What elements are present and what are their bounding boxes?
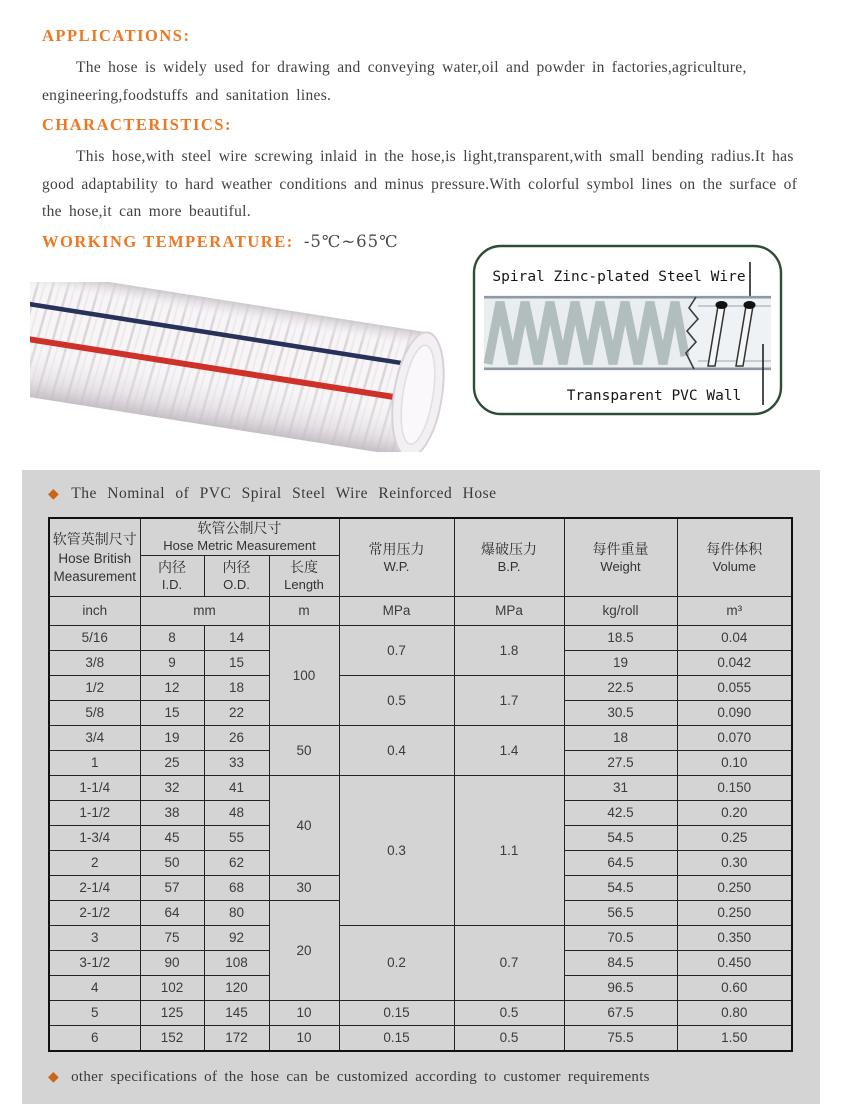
table-cell: 56.5	[564, 900, 677, 925]
table-cell: 0.3	[339, 775, 454, 925]
table-cell: 145	[204, 1000, 269, 1025]
working-temperature-value: -5℃~65℃	[303, 231, 399, 251]
table-row	[49, 1000, 792, 1025]
table-cell: 0.30	[677, 850, 792, 875]
table-cell: 1-3/4	[49, 825, 140, 850]
table-cell: 22.5	[564, 675, 677, 700]
table-cell: 38	[140, 800, 204, 825]
table-cell: 48	[204, 800, 269, 825]
table-cell: 1/2	[49, 675, 140, 700]
table-cell: 6	[49, 1025, 140, 1051]
table-cell: 75.5	[564, 1025, 677, 1051]
footnote-text: other specifications of the hose can be customized according to customer requirements	[71, 1068, 650, 1085]
table-cell: 172	[204, 1025, 269, 1051]
table-cell: 102	[140, 975, 204, 1000]
applications-text: The hose is widely used for drawing and conveying water,oil and powder in factories,agriculture, engineering,foodstuffs and sanitation lines.	[42, 59, 747, 104]
table-cell: 1-1/4	[49, 775, 140, 800]
table-cell: 5	[49, 1000, 140, 1025]
table-cell: 12	[140, 675, 204, 700]
table-cell: 18	[564, 725, 677, 750]
table-cell: 30.5	[564, 700, 677, 725]
diagram-label-steel-wire: Spiral Zinc-plated Steel Wire	[492, 268, 746, 285]
table-cell: 0.5	[454, 1000, 564, 1025]
unit-inch: inch	[49, 596, 140, 625]
hose-photo	[30, 282, 445, 457]
table-row	[49, 775, 792, 800]
table-cell: 0.5	[339, 675, 454, 725]
table-cell: 19	[140, 725, 204, 750]
hose-photo-image	[30, 282, 445, 452]
working-temperature-heading: WORKING TEMPERATURE:	[42, 231, 294, 251]
table-cell: 45	[140, 825, 204, 850]
table-cell: 0.150	[677, 775, 792, 800]
applications-heading: APPLICATIONS:	[42, 26, 191, 45]
diagram-label-pvc-wall: Transparent PVC Wall	[566, 387, 742, 404]
hose-body	[30, 282, 445, 452]
table-cell: 14	[204, 625, 269, 650]
table-cell: 0.250	[677, 875, 792, 900]
document-body	[0, 0, 850, 456]
table-cell: 108	[204, 950, 269, 975]
header-working-pressure: 常用压力 W.P.	[339, 518, 454, 597]
table-cell: 80	[204, 900, 269, 925]
hose-structure-diagram	[472, 244, 784, 421]
table-cell: 33	[204, 750, 269, 775]
table-cell: 1.7	[454, 675, 564, 725]
table-cell: 1-1/2	[49, 800, 140, 825]
table-cell: 54.5	[564, 875, 677, 900]
table-cell: 75	[140, 925, 204, 950]
images-row	[42, 258, 822, 456]
table-cell: 50	[269, 725, 339, 775]
table-cell: 31	[564, 775, 677, 800]
table-cell: 32	[140, 775, 204, 800]
table-cell: 3	[49, 925, 140, 950]
table-cell: 2	[49, 850, 140, 875]
unit-volume: m³	[677, 596, 792, 625]
table-row	[49, 725, 792, 750]
characteristics-text: This hose,with steel wire screwing inlaid in the hose,is light,transparent,with small bending radius.It has good adaptability to hard weather conditions and minus pressure.With colorful symbol lines on the surface of the hose,it can more beautiful.	[42, 148, 798, 220]
table-cell: 0.042	[677, 650, 792, 675]
header-burst-pressure: 爆破压力 B.P.	[454, 518, 564, 597]
header-british-measurement: 软管英制尺寸 Hose British Measurement	[49, 518, 140, 597]
table-cell: 68	[204, 875, 269, 900]
unit-bp: MPa	[454, 596, 564, 625]
table-row	[49, 625, 792, 650]
table-cell: 30	[269, 875, 339, 900]
footnote	[48, 1069, 820, 1086]
table-title: The Nominal of PVC Spiral Steel Wire Reinforced Hose	[71, 484, 497, 502]
table-cell: 27.5	[564, 750, 677, 775]
table-cell: 120	[204, 975, 269, 1000]
table-cell: 64	[140, 900, 204, 925]
unit-m: m	[269, 596, 339, 625]
table-cell: 0.070	[677, 725, 792, 750]
specification-panel	[22, 470, 820, 1104]
table-cell: 20	[269, 900, 339, 1000]
header-outer-diameter: 内径 O.D.	[204, 555, 269, 596]
table-cell: 0.5	[454, 1025, 564, 1051]
table-cell: 5/16	[49, 625, 140, 650]
table-cell: 0.15	[339, 1025, 454, 1051]
table-cell: 152	[140, 1025, 204, 1051]
units-row	[49, 596, 792, 625]
table-cell: 0.2	[339, 925, 454, 1000]
table-cell: 0.7	[339, 625, 454, 675]
table-cell: 26	[204, 725, 269, 750]
table-cell: 18.5	[564, 625, 677, 650]
table-cell: 0.80	[677, 1000, 792, 1025]
table-cell: 18	[204, 675, 269, 700]
table-cell: 15	[204, 650, 269, 675]
header-length: 长度 Length	[269, 555, 339, 596]
table-cell: 0.10	[677, 750, 792, 775]
table-cell: 42.5	[564, 800, 677, 825]
table-cell: 92	[204, 925, 269, 950]
table-cell: 0.25	[677, 825, 792, 850]
table-cell: 1.1	[454, 775, 564, 925]
header-metric-measurement: 软管公制尺寸 Hose Metric Measurement	[140, 518, 339, 556]
table-cell: 41	[204, 775, 269, 800]
table-cell: 0.4	[339, 725, 454, 775]
table-cell: 0.15	[339, 1000, 454, 1025]
table-cell: 1.8	[454, 625, 564, 675]
unit-weight: kg/roll	[564, 596, 677, 625]
table-cell: 0.60	[677, 975, 792, 1000]
diamond-bullet-icon: ◆	[48, 1068, 60, 1085]
characteristics-heading: CHARACTERISTICS:	[42, 115, 232, 134]
table-cell: 10	[269, 1025, 339, 1051]
unit-mm: mm	[140, 596, 269, 625]
hose-spec-table	[48, 517, 793, 1052]
table-cell: 25	[140, 750, 204, 775]
table-cell: 70.5	[564, 925, 677, 950]
table-cell: 19	[564, 650, 677, 675]
table-cell: 0.04	[677, 625, 792, 650]
table-cell: 9	[140, 650, 204, 675]
table-cell: 0.20	[677, 800, 792, 825]
header-inner-diameter: 内径 I.D.	[140, 555, 204, 596]
table-cell: 0.250	[677, 900, 792, 925]
table-cell: 54.5	[564, 825, 677, 850]
table-row	[49, 925, 792, 950]
table-cell: 0.350	[677, 925, 792, 950]
table-cell: 22	[204, 700, 269, 725]
table-cell: 0.7	[454, 925, 564, 1000]
table-cell: 3/4	[49, 725, 140, 750]
table-cell: 4	[49, 975, 140, 1000]
table-cell: 67.5	[564, 1000, 677, 1025]
table-cell: 55	[204, 825, 269, 850]
table-cell: 40	[269, 775, 339, 875]
table-cell: 100	[269, 625, 339, 725]
table-cell: 8	[140, 625, 204, 650]
table-row	[49, 675, 792, 700]
table-cell: 1	[49, 750, 140, 775]
table-cell: 1.4	[454, 725, 564, 775]
unit-wp: MPa	[339, 596, 454, 625]
table-cell: 50	[140, 850, 204, 875]
table-cell: 62	[204, 850, 269, 875]
table-cell: 10	[269, 1000, 339, 1025]
table-title-row	[48, 485, 820, 503]
table-cell: 90	[140, 950, 204, 975]
table-cell: 64.5	[564, 850, 677, 875]
hose-structure-diagram-image	[472, 244, 784, 416]
table-cell: 0.055	[677, 675, 792, 700]
table-cell: 3-1/2	[49, 950, 140, 975]
table-cell: 1.50	[677, 1025, 792, 1051]
table-cell: 0.450	[677, 950, 792, 975]
table-cell: 84.5	[564, 950, 677, 975]
table-cell: 96.5	[564, 975, 677, 1000]
header-weight: 每件重量 Weight	[564, 518, 677, 597]
header-volume: 每件体积 Volume	[677, 518, 792, 597]
table-cell: 0.090	[677, 700, 792, 725]
table-cell: 15	[140, 700, 204, 725]
table-cell: 5/8	[49, 700, 140, 725]
table-cell: 2-1/2	[49, 900, 140, 925]
table-row	[49, 1025, 792, 1051]
table-cell: 125	[140, 1000, 204, 1025]
table-cell: 2-1/4	[49, 875, 140, 900]
table-cell: 3/8	[49, 650, 140, 675]
table-cell: 57	[140, 875, 204, 900]
diamond-bullet-icon: ◆	[48, 485, 60, 502]
